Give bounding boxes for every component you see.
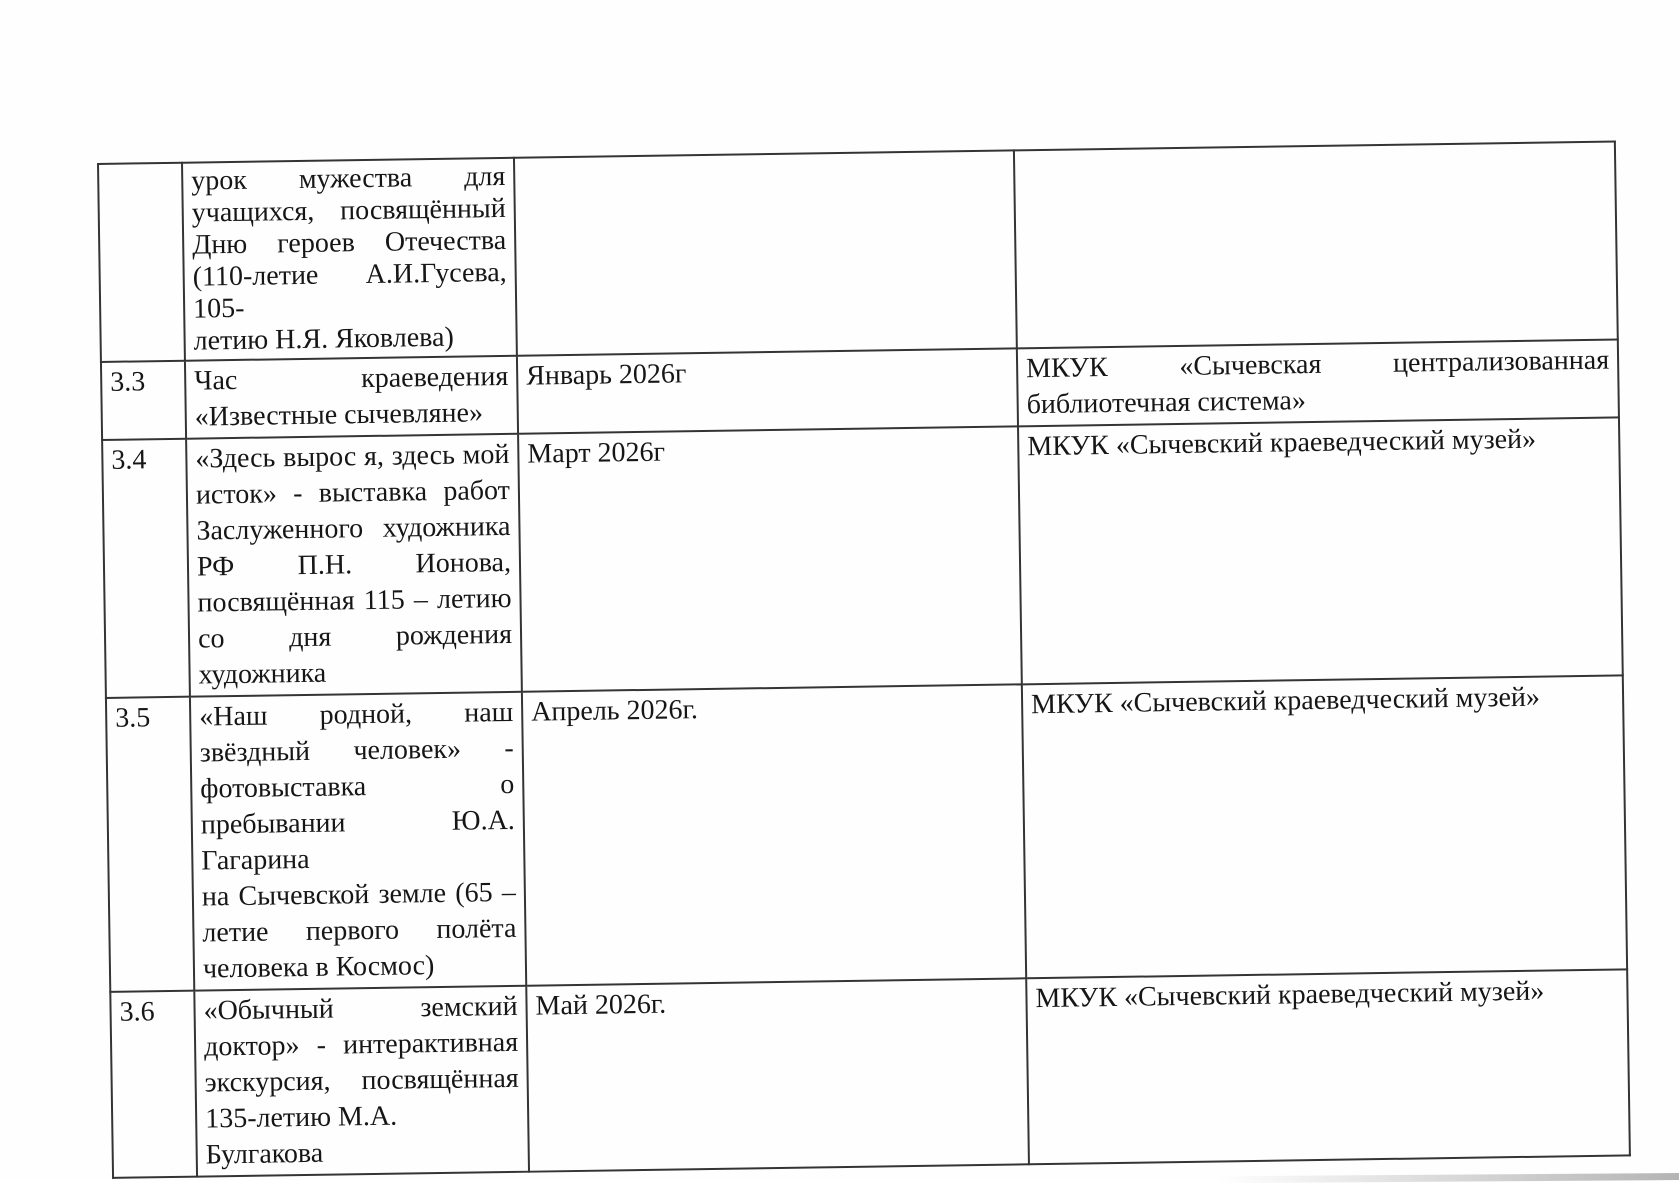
table-row — [110, 969, 1630, 1177]
organizer-cell — [1026, 969, 1630, 1164]
text-line: библиотечная система» — [1026, 385, 1307, 421]
text-line: посвящённая 115 – летию — [197, 582, 512, 619]
date-cell: Январь 2026г — [517, 348, 1018, 433]
text-line: человека в Космос) — [202, 950, 435, 985]
table-row — [106, 675, 1627, 991]
text-line: Заслуженного художника — [196, 510, 511, 547]
text-line: (110-летие А.И.Гусева, 105- — [192, 256, 507, 325]
event-cell — [182, 158, 517, 361]
text-line: доктор» - интерактивная — [203, 1026, 519, 1063]
text-line: пребывании Ю.А. Гагарина — [200, 804, 516, 877]
row-number-cell: 3.5 — [106, 697, 194, 992]
text-line: на Сычевской земле (65 – — [201, 876, 517, 913]
text-line: МКУК «Сычевская централизованная — [1025, 344, 1610, 385]
text-line: «Наш родной, наш — [199, 696, 514, 733]
text-line: учащихся, посвящённый — [191, 192, 506, 229]
text-line: фотовыставка о — [200, 768, 515, 805]
row-number-cell: 3.6 — [110, 991, 197, 1178]
event-cell — [186, 434, 522, 697]
text-line: Дню героев Отечества — [191, 224, 507, 261]
date-cell: Март 2026г — [518, 426, 1022, 691]
text-line: урок мужества для — [191, 160, 506, 197]
event-cell — [194, 986, 529, 1177]
text-line: летие первого полёта — [202, 912, 517, 949]
events-table-body — [98, 141, 1630, 1177]
text-line: художника — [198, 657, 327, 691]
date-cell: Апрель 2026г. — [522, 684, 1026, 985]
text-line: МКУК «Сычевский краеведческий музей» — [1030, 681, 1541, 721]
text-line: РФ П.Н. Ионова, — [196, 546, 512, 583]
text-line: «Известные сычевляне» — [194, 397, 484, 433]
text-line: звёздный человек» - — [199, 732, 514, 769]
organizer-cell — [1022, 675, 1627, 978]
events-table — [97, 140, 1631, 1178]
date-cell — [514, 150, 1017, 355]
organizer-cell — [1018, 417, 1623, 684]
date-cell: Май 2026г. — [526, 978, 1029, 1171]
event-cell — [190, 692, 526, 991]
event-cell — [185, 356, 518, 439]
organizer-cell — [1017, 339, 1619, 426]
text-line: летию Н.Я. Яковлева) — [193, 321, 455, 357]
table-row — [98, 141, 1618, 361]
text-line: экскурсия, посвящённая — [204, 1062, 519, 1099]
events-table-wrapper — [97, 140, 1631, 1178]
text-line: исток» - выставка работ — [195, 474, 511, 511]
scan-shadow-artifact — [1219, 1173, 1679, 1183]
text-line: 135-летию М.А. Булгакова — [204, 1100, 398, 1171]
row-number-cell: 3.3 — [101, 361, 186, 440]
text-line: Час краеведения — [194, 360, 509, 397]
row-number-cell — [98, 163, 185, 362]
text-line: МКУК «Сычевский краеведческий музей» — [1035, 975, 1545, 1015]
organizer-cell — [1014, 141, 1618, 348]
text-line: «Обычный земский — [203, 990, 518, 1027]
text-line: «Здесь вырос я, здесь мой — [195, 438, 510, 475]
table-row — [102, 417, 1623, 697]
row-number-cell: 3.4 — [102, 439, 190, 698]
text-line: со дня рождения — [197, 618, 513, 655]
text-line: МКУК «Сычевский краеведческий музей» — [1027, 423, 1537, 463]
